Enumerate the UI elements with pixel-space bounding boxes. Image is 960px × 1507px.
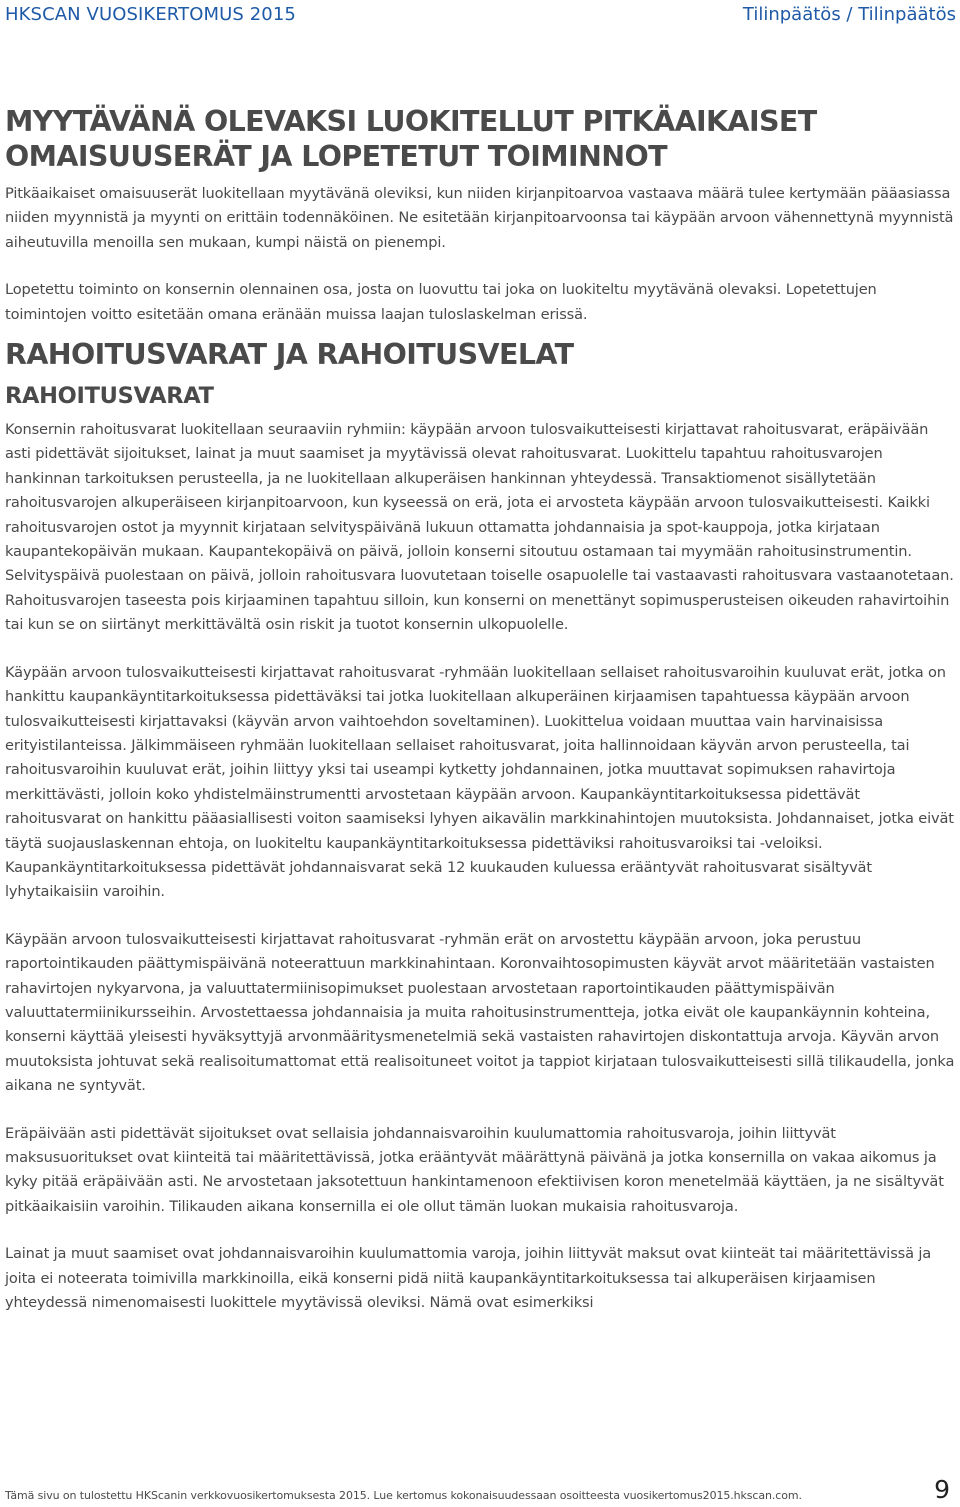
paragraph: Lopetettu toiminto on konsernin olennainen osa, josta on luovuttu tai joka on luokiteltu myytävänä olevaksi. Lopetettujen toimintojen voitto esitetään omana eränään muissa laajan tuloslaskelman erissä.	[5, 281, 877, 323]
main-content	[5, 104, 955, 1315]
paragraph: Käypään arvoon tulosvaikutteisesti kirjattavat rahoitusvarat -ryhmän erät on arvostettu käypään arvoon, joka perustuu raportointikauden päättymispäivänä noteerattuun markkinahintaan. Koronvaihtosopimusten käyvät arvot määritetään vastaisten rahavirtojen nykyarvona, ja valuuttatermiinisopimukset puolestaan arvostetaan raportointikauden päättymispäivän valuuttatermiinikursseihin. Arvostettaessa johdannaisia ja muita rahoitusinstrumentteja, jotka eivät ole kaupankäynnin kohteina, konserni käyttää yleisesti hyväksyttyjä arvonmääritysmenetelmiä sekä vastaisten rahavirtojen diskontattuja arvoja. Käyvän arvon muutoksista johtuvat sekä realisoitumattomat että realisoituneet voitot ja tappiot kirjataan tulosvaikutteisesti sillä tilikaudella, jonka aikana ne syntyvät.	[5, 930, 955, 1095]
paragraph: Pitkäaikaiset omaisuuserät luokitellaan myytävänä oleviksi, kun niiden kirjanpitoarvoa vastaava määrä tulee kertymään pääasiassa niiden myynnistä ja myynti on erittäin todennäköinen. Ne esitetään kirjanpitoarvoonsa tai käypään arvoon vähennettynä myynnistä aiheutuvilla menoilla sen mukaan, kumpi näistä on pienempi.	[5, 185, 954, 251]
heading-line-2: OMAISUUSERÄT JA LOPETETUT TOIMINNOT	[5, 140, 667, 173]
page-header	[5, 4, 956, 34]
section-financial-assets	[5, 337, 955, 1315]
print-note: Tämä sivu on tulostettu HKScanin verkkovuosikertomuksesta 2015. Lue kertomus kokonaisuudessaan osoitteesta vuosikertomus2015.hkscan.com.	[5, 1489, 802, 1502]
page-number: 9	[934, 1475, 950, 1504]
subsection-heading: RAHOITUSVARAT	[5, 383, 214, 410]
report-title[interactable]: HKSCAN VUOSIKERTOMUS 2015	[5, 4, 296, 25]
section-heading: RAHOITUSVARAT JA RAHOITUSVELAT	[5, 338, 574, 372]
section-assets-held-for-sale	[5, 104, 955, 327]
heading-line-1: MYYTÄVÄNÄ OLEVAKSI LUOKITELLUT PITKÄAIKAISET	[5, 105, 817, 138]
paragraph: Konsernin rahoitusvarat luokitellaan seuraaviin ryhmiin: käypään arvoon tulosvaikutteisesti kirjattavat rahoitusvarat, eräpäivään asti pidettävät sijoitukset, lainat ja muut saamiset ja myytävissä olevat rahoitusvarat. Luokittelu tapahtuu rahoitusvarojen hankinnan tarkoituksen perusteella, ja ne luokitellaan alkuperäisen hankinnan yhteydessä. Transaktiomenot sisällytetään rahoitusvarojen alkuperäiseen kirjanpitoarvoon, kun kyseessä on erä, jota ei arvosteta käypään arvoon tulosvaikutteisesti. Kaikki rahoitusvarojen ostot ja myynnit kirjataan selvityspäivänä lukuun ottamatta johdannaisia ja spot-kauppoja, jotka kirjataan kaupantekopäivän mukaan. Kaupantekopäivä on päivä, jolloin konserni sitoutuu ostamaan tai myymään rahoitusinstrumentin. Selvityspäivä puolestaan on päivä, jolloin rahoitusvara luovutetaan toiselle osapuolelle tai vastaavasti rahoitusvara vastaanotetaan. Rahoitusvarojen taseesta pois kirjaaminen tapahtuu silloin, kun konserni on menettänyt sopimusperusteisen oikeuden rahavirtoihin tai kun se on siirtänyt merkittävältä osin riskit ja tuotot konsernin ulkopuolelle.	[5, 421, 954, 634]
paragraph: Eräpäivään asti pidettävät sijoitukset ovat sellaisia johdannaisvaroihin kuulumattomia rahoitusvaroja, joihin liittyvät maksusuoritukset ovat kiinteitä tai määritettävissä, jotka erääntyvät määrättynä päivänä ja jotka konsernilla on vakaa aikomus ja kyky pitää eräpäivään asti. Ne arvostetaan jaksotettuun hankintamenoon efektiivisen koron menetelmää käyttäen, ja ne sisältyvät pitkäaikaisiin varoihin. Tilikauden aikana konsernilla ei ole ollut tämän luokan mukaisia rahoitusvaroja.	[5, 1124, 944, 1215]
paragraph: Käypään arvoon tulosvaikutteisesti kirjattavat rahoitusvarat -ryhmään luokitellaan sellaiset rahoitusvaroihin kuuluvat erät, jotka on hankittu kaupankäyntitarkoituksessa pidettäväksi tai jotka luokitellaan alkuperäinen kirjaamisen tapahtuessa käypään arvoon tulosvaikutteisesti kirjattavaksi (käyvän arvon vaihtoehdon soveltaminen). Luokittelua voidaan muuttaa vain harvinaisissa erityistilanteissa. Jälkimmäiseen ryhmään luokitellaan sellaiset rahoitusvarat, joita hallinnoidaan käyvän arvon perusteella, tai rahoitusvaroihin kuuluvat erät, joihin liittyy yksi tai useampi kytketty johdannainen, jotka muuttavat sopimuksen rahavirtoja merkittävästi, jolloin koko yhdistelmäinstrumentti arvostetaan käypään arvoon. Kaupankäyntitarkoituksessa pidettävät rahoitusvarat on hankittu pääasiallisesti voiton saamiseksi lyhyen aikavälin markkinahintojen muutoksista. Johdannaiset, jotka eivät täytä suojauslaskennan ehtoja, on luokiteltu kaupankäyntitarkoituksessa pidettäviksi rahoitusvaroiksi tai -veloiksi. Kaupankäyntitarkoituksessa pidettävät johdannaisvarat sekä 12 kuukauden kuluessa erääntyvät rahoitusvarat sisältyvät lyhytaikaisiin varoihin.	[5, 663, 954, 901]
breadcrumb[interactable]: Tilinpäätös / Tilinpäätös	[742, 4, 956, 25]
section-heading	[5, 104, 955, 174]
page-footer	[5, 1475, 950, 1506]
paragraph: Lainat ja muut saamiset ovat johdannaisvaroihin kuulumattomia varoja, joihin liittyvät maksut ovat kiinteät tai määritettävissä ja joita ei noteerata toimivilla markkinoilla, eikä konserni pidä niitä kaupankäyntitarkoituksessa tai alkuperäisen kirjaamisen yhteydessä nimenomaisesti luokittele myytävissä oleviksi. Nämä ovat esimerkiksi	[5, 1245, 932, 1312]
